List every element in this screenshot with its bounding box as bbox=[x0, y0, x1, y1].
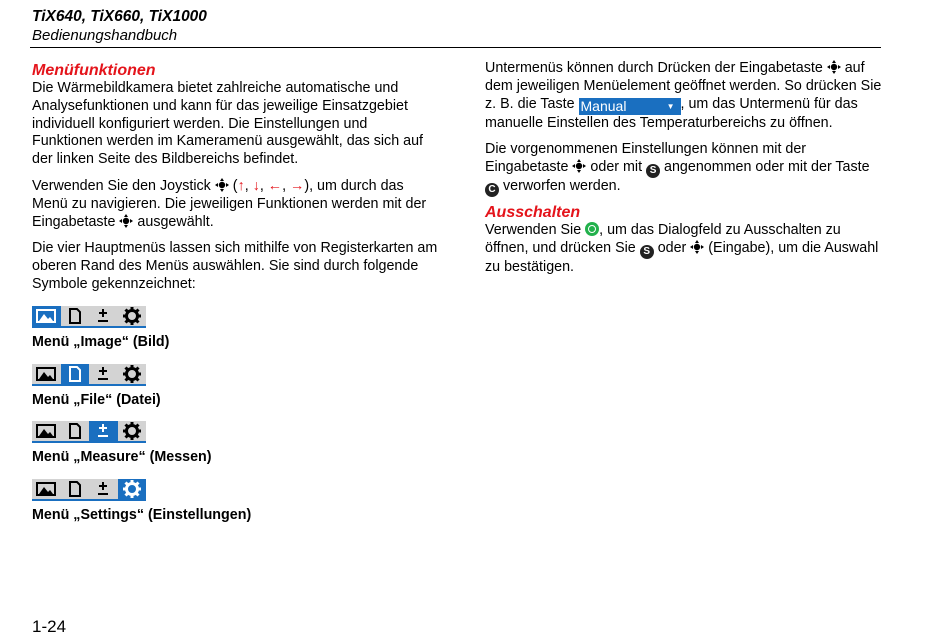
tab-settings[interactable] bbox=[118, 479, 147, 499]
power-key-icon bbox=[585, 222, 599, 236]
file-icon bbox=[68, 308, 82, 324]
section-heading-poweroff: Ausschalten bbox=[485, 204, 581, 222]
text-fragment: angenommen oder mit der Taste bbox=[660, 159, 870, 176]
gear-icon bbox=[123, 365, 141, 383]
text-fragment: ( bbox=[228, 177, 238, 194]
arrow-right-icon: → bbox=[290, 177, 305, 194]
tab-measure[interactable] bbox=[89, 421, 118, 441]
text-fragment: , bbox=[282, 177, 291, 194]
manual-button[interactable] bbox=[579, 98, 681, 115]
file-icon bbox=[68, 481, 82, 497]
image-icon bbox=[36, 367, 56, 381]
header-subtitle: Bedienungshandbuch bbox=[32, 27, 178, 44]
page-number: 1-24 bbox=[32, 617, 67, 636]
tabbar-measure-menu bbox=[32, 421, 146, 443]
section-heading-menu: Menüfunktionen bbox=[32, 62, 156, 79]
gear-icon bbox=[123, 422, 141, 440]
enter-key-icon bbox=[690, 240, 704, 254]
s-key-icon: S bbox=[640, 245, 654, 259]
tab-file[interactable] bbox=[61, 421, 90, 441]
plus-minus-icon bbox=[96, 308, 110, 324]
text-fragment: oder bbox=[653, 239, 691, 256]
text-fragment: Die vorgenommenen Einstellungen können mit der Eingabetaste bbox=[485, 141, 807, 176]
file-icon bbox=[68, 366, 82, 382]
tab-file[interactable] bbox=[61, 479, 90, 499]
arrow-left-icon: ← bbox=[267, 177, 283, 194]
text-fragment: , bbox=[244, 177, 253, 194]
text-fragment: Verwenden Sie bbox=[485, 222, 586, 239]
tabbar-file-menu bbox=[32, 364, 146, 386]
text-fragment: ), um durch das Menü zu navigieren. Die jeweiligen Funktionen werden mit der Eingabetaste bbox=[32, 177, 427, 230]
tab-image[interactable] bbox=[32, 479, 61, 499]
gear-icon bbox=[123, 480, 141, 498]
plus-minus-icon bbox=[96, 423, 110, 439]
tabbar-settings-menu bbox=[32, 479, 146, 501]
tab-file[interactable] bbox=[61, 364, 90, 384]
tab-image[interactable] bbox=[32, 306, 61, 326]
menu-caption-measure: Menü „Measure“ (Messen) bbox=[32, 449, 212, 466]
dropdown-caret-icon: ▼ bbox=[666, 101, 675, 111]
menu-caption-image: Menü „Image“ (Bild) bbox=[32, 333, 170, 350]
right-column bbox=[485, 60, 885, 277]
left-column bbox=[32, 61, 442, 537]
text-fragment: auf dem jeweiligen Menüelement geöffnet werden. So drücken Sie z. B. die Taste bbox=[485, 60, 882, 112]
tab-settings[interactable] bbox=[118, 364, 147, 384]
text-fragment: oder mit bbox=[586, 159, 647, 176]
enter-key-icon bbox=[827, 60, 841, 74]
header-title: TiX640, TiX660, TiX1000 bbox=[32, 8, 207, 25]
enter-key-icon bbox=[119, 214, 133, 228]
image-icon bbox=[36, 309, 56, 323]
c-key-icon: C bbox=[485, 183, 499, 197]
file-icon bbox=[68, 423, 82, 439]
image-icon bbox=[36, 424, 56, 438]
paragraph-intro: Die Wärmebildkamera bietet zahlreiche automatische und Analysefunktionen und kann für das jeweilige Einsatzgebiet individuell konfiguriert werden. Die Einstellungen und Funktionen werden im Kameramenü ausgewählt, das sich auf der linken Seite des Bildbereichs befindet. bbox=[32, 80, 423, 168]
text-fragment: Verwenden Sie den Joystick bbox=[32, 177, 211, 194]
text-fragment: ausgewählt. bbox=[133, 213, 214, 230]
menu-caption-settings: Menü „Settings“ (Einstellungen) bbox=[32, 507, 252, 524]
text-fragment: , bbox=[259, 177, 268, 194]
paragraph-poweroff bbox=[485, 222, 885, 277]
gear-icon bbox=[123, 307, 141, 325]
tabbar-image-menu bbox=[32, 306, 146, 328]
plus-minus-icon bbox=[96, 481, 110, 497]
tab-measure[interactable] bbox=[89, 364, 118, 384]
header-rule bbox=[30, 47, 881, 48]
tab-measure[interactable] bbox=[89, 479, 118, 499]
arrow-down-icon: ↓ bbox=[252, 177, 260, 194]
image-icon bbox=[36, 482, 56, 496]
tab-file[interactable] bbox=[61, 306, 90, 326]
tab-image[interactable] bbox=[32, 364, 61, 384]
text-fragment: , um das Dialogfeld zu Ausschalten zu öffnen, und drücken Sie bbox=[485, 222, 841, 256]
menu-caption-file: Menü „File“ (Datei) bbox=[32, 391, 161, 408]
tab-settings[interactable] bbox=[118, 421, 147, 441]
tab-measure[interactable] bbox=[89, 306, 118, 326]
enter-key-icon bbox=[572, 159, 586, 173]
text-fragment: , um das Untermenü für das manuelle Einstellen des Temperaturbereichs zu öffnen. bbox=[485, 95, 858, 131]
tab-image[interactable] bbox=[32, 421, 61, 441]
tab-settings[interactable] bbox=[118, 306, 147, 326]
text-fragment: (Eingabe), um die Auswahl zu bestätigen. bbox=[485, 239, 879, 275]
joystick-icon bbox=[215, 178, 229, 192]
manual-button-label: Manual bbox=[580, 97, 627, 114]
s-key-icon: S bbox=[646, 164, 660, 178]
text-fragment: Untermenüs können durch Drücken der Eingabetaste bbox=[485, 60, 823, 76]
paragraph-submenus bbox=[485, 60, 885, 132]
arrow-up-icon: ↑ bbox=[237, 177, 245, 194]
paragraph-main-menus: Die vier Hauptmenüs lassen sich mithilfe von Registerkarten am oberen Rand des Menüs auswählen. Sie sind durch folgende Symbole gekennzeichnet: bbox=[32, 240, 438, 292]
text-fragment: verworfen werden. bbox=[499, 178, 621, 195]
paragraph-joystick bbox=[32, 178, 442, 231]
plus-minus-icon bbox=[96, 366, 110, 382]
paragraph-confirm bbox=[485, 141, 885, 197]
